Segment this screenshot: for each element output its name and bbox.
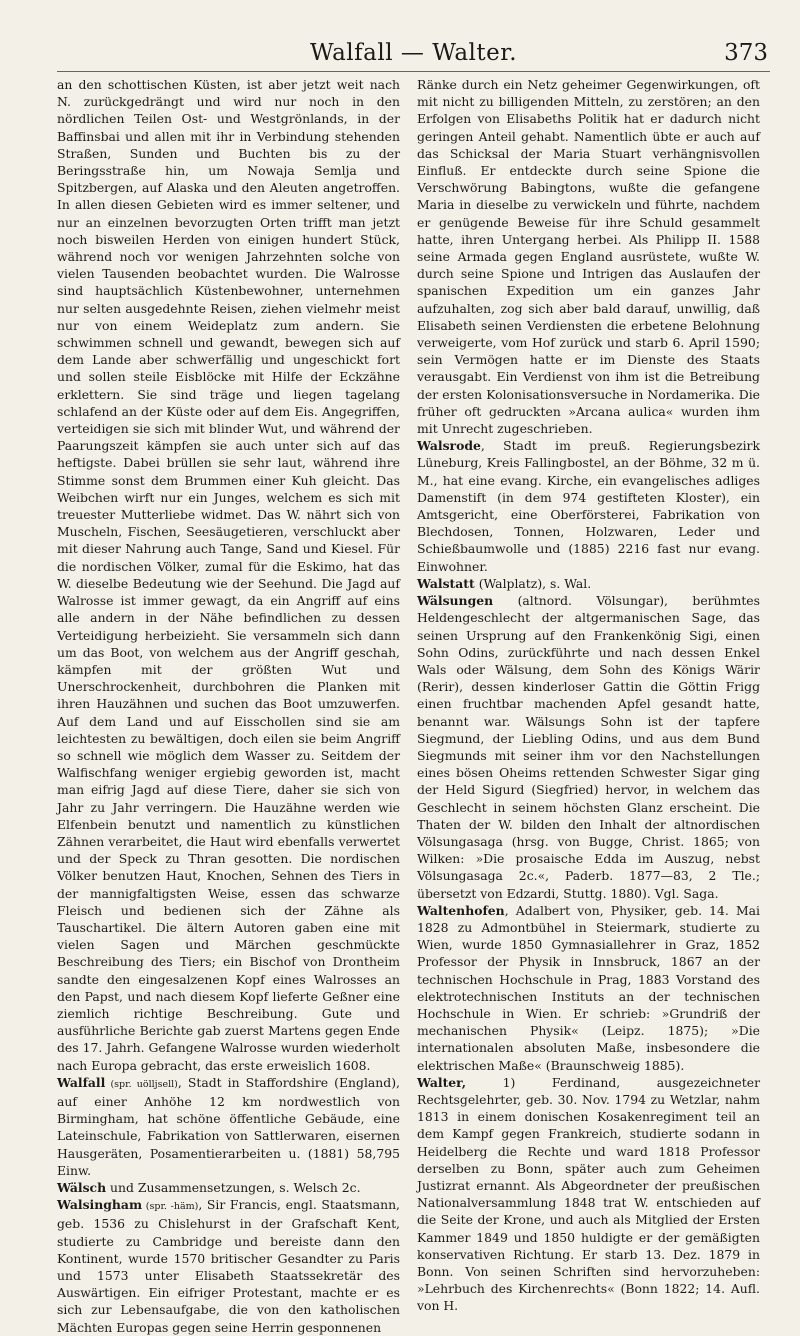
headword: Walstatt [417, 575, 475, 591]
pronunciation: (spr. -häm) [142, 1201, 199, 1213]
entry-text: , Adalbert von, Physiker, geb. 14. Mai 1828 zu Admontbühel in Steiermark, studierte zu Wien, wurde 1850 Gymnasiallehrer in Graz, 1852 Professor der Physik in Innsbruck, 1867 an der technischen Hochschule in Prag, 1883 Vorstand des elektrotechnischen Instituts an der technischen Hochschule in Wien. Er schrieb: »Grundriß der mechanischen Physik« (Leipz. 1875); »Die internationalen absoluten Maße, insbesondere die elektrischen Maße« (Braunschweig 1885). [417, 902, 760, 1073]
entry-text: (Walplatz), s. Wal. [474, 575, 592, 591]
entry-text: (altnord. Völsungar), berühmtes Heldengeschlecht der altgermanischen Sage, das seinen Ursprung auf den Frankenkönig Sigi, einen Sohn Odins, zurückführte und nach dessen Enkel Wals oder Wälsung, dem Sohn des Königs Wärir (Rerir), dessen kinderloser Gattin die Göttin Frigg einen fruchtbar machenden Apfel gesandt hatte, benannt war. Wälsungs Sohn ist der tapfere Siegmund, der Liebling Odins, und aus dem Bund Siegmunds mit seiner ihm vor den Nachstellungen eines bösen Oheims rettenden Schwester Sigar ging der Held Sigurd (Siegfried) hervor, in welchem das Geschlecht in seinem höchsten Glanz erscheint. Die Thaten der W. bilden den Inhalt der altnordischen Völsungasaga (hrsg. von Bugge, Christ. 1865; von Wilken: »Die prosaische Edda im Auszug, nebst Völsungasaga 2c.«, Paderb. 1877—83, 2 Tle.; übersetzt von Edzardi, Stuttg. 1880). Vgl. Saga. [417, 593, 760, 901]
headword: Wälsungen [417, 593, 494, 609]
running-title: Walfall — Walter. [309, 40, 518, 66]
page-header [57, 28, 770, 72]
headword: Walfall [57, 1074, 106, 1090]
headword: Walsingham [57, 1197, 143, 1213]
entry-walstatt [417, 575, 760, 592]
header-rule [57, 71, 770, 72]
headword: Wälsch [57, 1180, 107, 1195]
headword: Walsrode [417, 438, 481, 454]
headword: Waltenhofen [417, 902, 505, 918]
page-number: 373 [724, 40, 768, 66]
entry-walter [417, 1074, 760, 1315]
entry-text: Ränke durch ein Netz geheimer Gegenwirkungen, oft mit nicht zu billigenden Mitteln, zu zerstören; an den Erfolgen von Elisabeths Politik hat er dadurch nicht geringen Anteil gehabt. Namentlich übte er auch auf das Schicksal der Maria Stuart verhängnisvollen Einfluß. Er entdeckte durch seine Spione die Verschwörung Babingtons, wußte die gefangene Maria in dieselbe zu verwickeln und führte, nachdem er genügende Beweise für ihre Schuld gesammelt hatte, ihren Untergang herbei. Als Philipp II. 1588 seine Armada gegen England ausrüstete, wußte W. durch seine Spione und Intrigen das Auslaufen der spanischen Expedition um ein ganzes Jahr aufzuhalten, zog sich aber bald darauf, unwillig, daß Elisabeth seinen Verdiensten die erbetene Belohnung verweigerte, vom Hof zurück und starb 6. April 1590; sein Vermögen hatte er im Dienste des Staats verausgabt. Ein Verdienst von ihm ist die Betreibung der ersten Kolonisationsversuche in Nordamerika. Die früher oft gedruckten »Arcana aulica« wurden ihm mit Unrecht zugeschrieben. [417, 77, 760, 437]
entry-paragraph [417, 76, 760, 437]
right-column [417, 76, 760, 1315]
entry-text: , Stadt in Staffordshire (England), auf einer Anhöhe 12 km nordwestlich von Birmingham, hat schöne öffentliche Gebäude, eine Lateinschule, Fabrikation von Sattlerwaren, eisernen Hausgeräten, Posamentierarbeiten u. (1881) 58,795 Einw. [57, 1074, 400, 1178]
pronunciation: (spr. uölljsell) [105, 1078, 178, 1090]
entry-text: 1) Ferdinand, ausgezeichneter Rechtsgelehrter, geb. 30. Nov. 1794 zu Wetzlar, nahm 1813 in einem donischen Kosakenregiment teil an dem Kampf gegen Frankreich, studierte sodann in Heidelberg die Rechte und ward 1818 Professor derselben zu Bonn, später auch zum Geheimen Justizrat ernannt. Als Abgeordneter der preußischen Nationalversammlung 1848 trat W. entschieden auf die Seite der Krone, und auch als Mitglied der Ersten Kammer 1849 und 1850 huldigte er der gemäßigten konservativen Richtung. Er starb 13. Dez. 1879 in Bonn. Von seinen Schriften sind hervorzuheben: »Lehrbuch des Kirchenrechts« (Bonn 1822; 14. Aufl. von H. [417, 1074, 760, 1314]
entry-text: , Sir Francis, engl. Staatsmann, geb. 1536 zu Chislehurst in der Grafschaft Kent, studierte zu Cambridge und bereiste dann den Kontinent, wurde 1570 britischer Gesandter zu Paris und 1573 unter Elisabeth Staatssekretär des Auswärtigen. Ein eifriger Protestant, machte er es sich zur Lebensaufgabe, die von den katholischen Mächten Europas gegen seine Herrin gesponnenen [57, 1197, 400, 1335]
entry-text: an den schottischen Küsten, ist aber jetzt weit nach N. zurückgedrängt und wird nur noch in den nördlichen Teilen Ost- und Westgrönlands, in der Baffinsbai und allen mit ihr in Verbindung stehenden Straßen, Sunden und Buchten bis zu der Beringsstraße hin, um Nowaja Semlja und Spitzbergen, auf Alaska und den Aleuten angetroffen. In allen diesen Gebieten wird es immer seltener, und nur an einzelnen bevorzugten Orten trifft man jetzt noch bisweilen Herden von einigen hundert Stück, während noch vor wenigen Jahrzehnten solche von vielen Tausenden beobachtet wurden. Die Walrosse sind hauptsächlich Küstenbewohner, unternehmen nur selten ausgedehnte Reisen, ziehen vielmehr meist nur von einem Weideplatz zum andern. Sie schwimmen schnell und gewandt, bewegen sich auf dem Lande aber schwerfällig und ungeschickt fort und sollen steile Eisblöcke mit Hilfe der Eckzähne erklettern. Sie sind träge und liegen tagelang schlafend an der Küste oder auf dem Eis. Angegriffen, verteidigen sie sich mit blinder Wut, und während der Paarungszeit kämpfen sie auch unter sich auf das heftigste. Dabei brüllen sie sehr laut, während ihre Stimme sonst dem Brummen einer Kuh gleicht. Das Weibchen wirft nur ein Junges, welchem es sich mit treuester Mutterliebe widmet. Das W. nährt sich von Muscheln, Fischen, Seesäugetieren, verschluckt aber mit dieser Nahrung auch Tange, Sand und Kiesel. Für die nordischen Völker, zumal für die Eskimo, hat das W. dieselbe Bedeutung wie der Seehund. Die Jagd auf Walrosse ist immer gewagt, da ein Angriff auf eins alle andern in der Nähe befindlichen zu dessen Verteidigung herbeizieht. Sie versammeln sich dann um das Boot, von welchem aus der Angriff geschah, kämpfen mit der größten Wut und Unerschrockenheit, durchbohren die Planken mit ihren Hauzähnen und suchen das Boot umzuwerfen. Auf dem Land und auf Eisschollen sind sie am leichtesten zu bewältigen, doch eilen sie beim Angriff so schnell wie möglich dem Wasser zu. Seitdem der Walfischfang weniger ergiebig geworden ist, macht man eifrig Jagd auf diese Tiere, daher sie sich von Jahr zu Jahr verringern. Die Hauzähne werden wie Elfenbein benutzt und namentlich zu künstlichen Zähnen verarbeitet, die Haut wird ebenfalls verwertet und der Speck zu Thran gesotten. Die nordischen Völker benutzen Haut, Knochen, Sehnen des Tiers in der mannigfaltigsten Weise, essen das schwarze Fleisch und bedienen sich der Zähne als Tauschartikel. Die ältern Autoren gaben eine mit vielen Sagen und Märchen geschmückte Beschreibung des Tiers; ein Bischof von Drontheim sandte den eingesalzenen Kopf eines Walrosses an den Papst, und nach diesem Kopf lieferte Geßner eine ziemlich richtige Beschreibung. Gute und ausführliche Berichte gab zuerst Martens gegen Ende des 17. Jahrh. Gefangene Walrosse wurden wiederholt nach Europa gebracht, das erste erweislich 1608. [57, 77, 400, 1073]
headword: Walter, [417, 1074, 467, 1090]
entry-text: und Zusammensetzungen, s. Welsch 2c. [106, 1180, 361, 1195]
entry-walsingham [57, 1196, 400, 1336]
entry-waelsch [57, 1179, 400, 1196]
entry-text: , Stadt im preuß. Regierungsbezirk Lüneburg, Kreis Fallingbostel, an der Böhme, 32 m ü. M., hat eine evang. Kirche, ein evangelisches adliges Damenstift (in dem 974 gestifteten Kloster), ein Amtsgericht, eine Oberförsterei, Fabrikation von Blechdosen, Tonnen, Holzwaren, Leder und Schießbaumwolle und (1885) 2216 fast nur evang. Einwohner. [417, 438, 760, 574]
entry-paragraph [57, 76, 400, 1074]
entry-walsrode [417, 437, 760, 575]
entry-waltenhofen [417, 902, 760, 1074]
left-column [57, 76, 400, 1336]
entry-walfall [57, 1074, 400, 1179]
entry-waelsungen [417, 592, 760, 902]
